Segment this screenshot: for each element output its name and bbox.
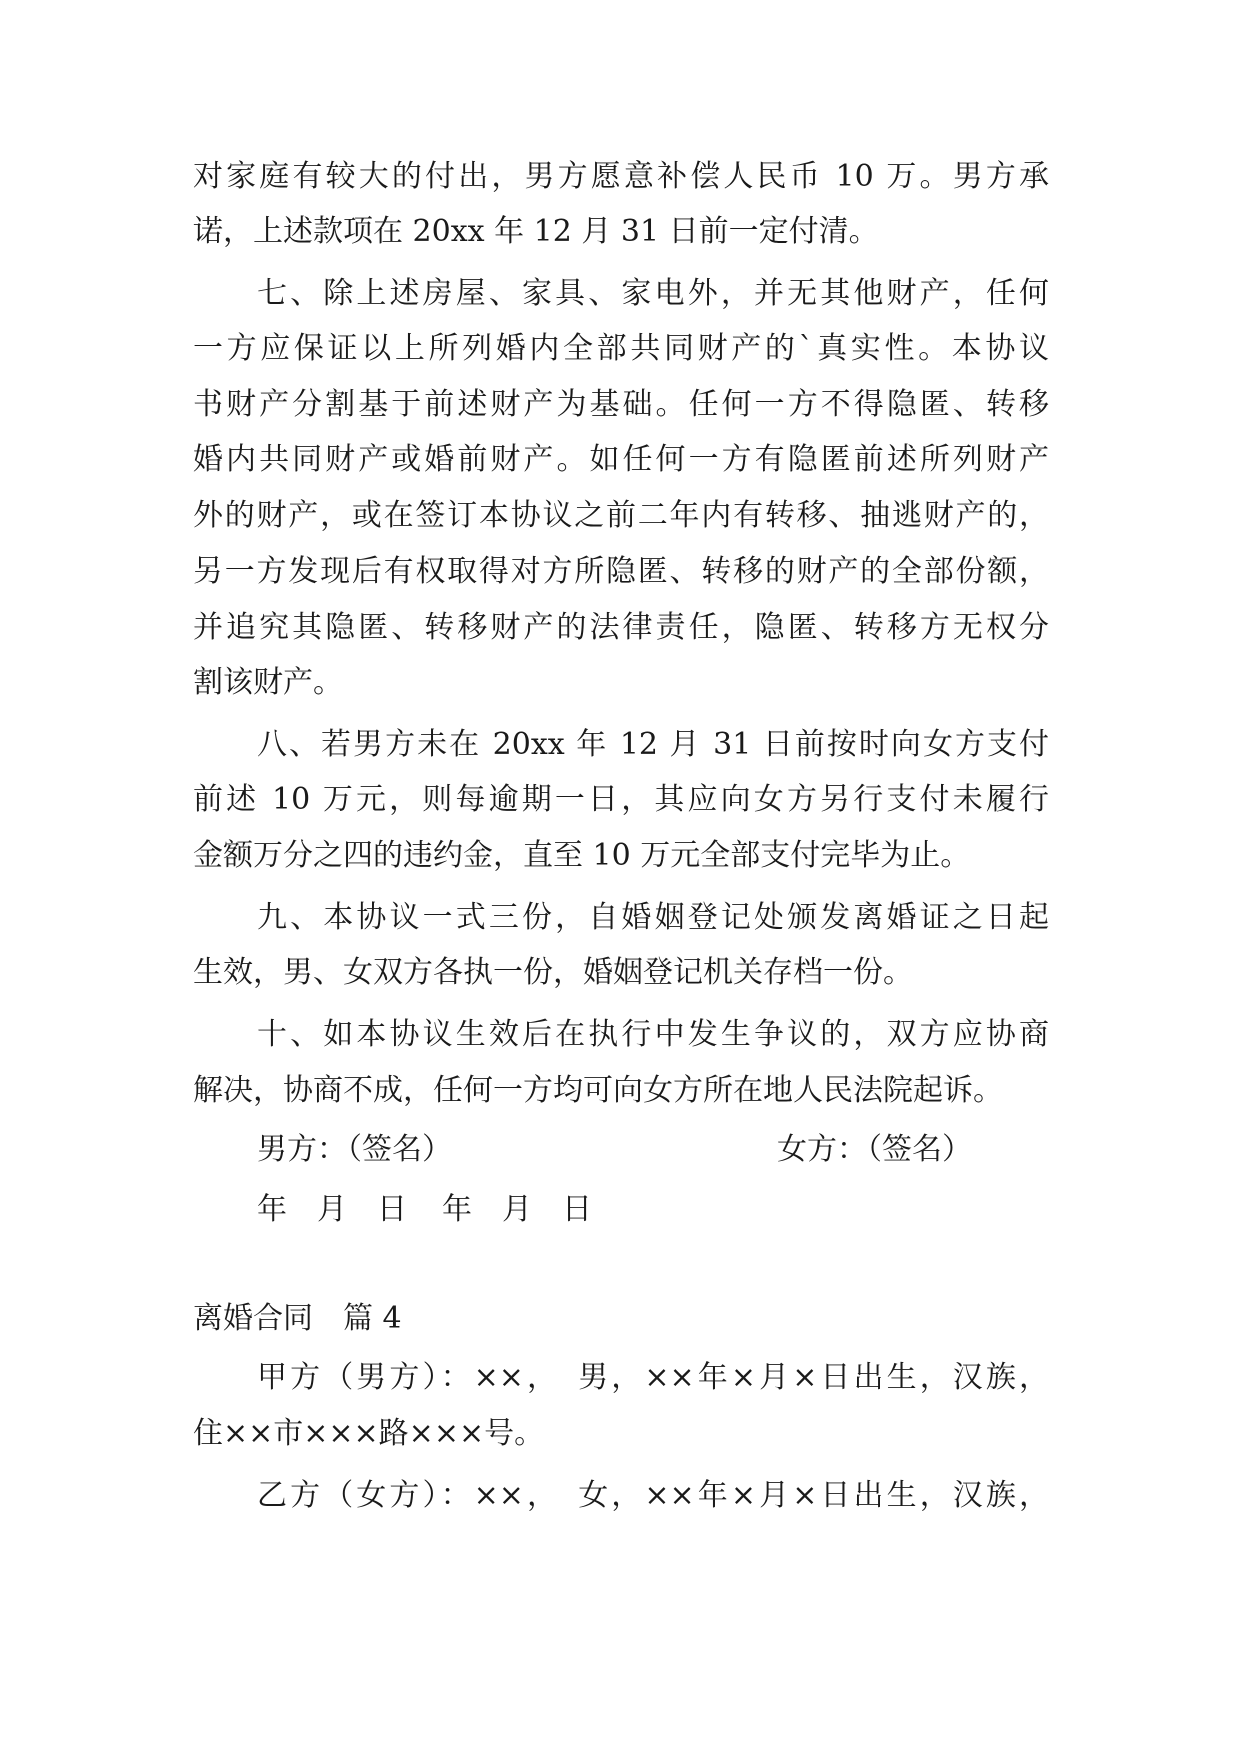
female-signature: 女方：（签名）	[777, 1132, 972, 1167]
paragraph-line: 外的财产，或在签订本协议之前二年内有转移、抽逃财产的，	[193, 498, 1049, 533]
paragraph-line: 诺，上述款项在 20xx 年 12 月 31 日前一定付清。	[193, 214, 879, 249]
male-signature: 男方：（签名）	[257, 1132, 452, 1167]
clause-ten-line: 十、如本协议生效后在执行中发生争议的，双方应协商	[257, 1017, 1049, 1052]
signature-row	[257, 1121, 1049, 1179]
paragraph-line: 一方应保证以上所列婚内全部共同财产的`真实性。本协议	[193, 331, 1049, 366]
paragraph-line: 解决，协商不成，任何一方均可向女方所在地人民法院起诉。	[193, 1073, 1003, 1108]
clause-eight-line: 八、若男方未在 20xx 年 12 月 31 日前按时向女方支付	[257, 727, 1049, 762]
paragraph-line: 书财产分割基于前述财产为基础。任何一方不得隐匿、转移	[193, 387, 1049, 422]
male-date: 年 月 日	[257, 1192, 407, 1227]
paragraph-line: 割该财产。	[193, 665, 343, 700]
clause-nine-line: 九、本协议一式三份，自婚姻登记处颁发离婚证之日起	[257, 900, 1049, 935]
paragraph-line: 前述 10 万元，则每逾期一日，其应向女方另行支付未履行	[193, 782, 1049, 817]
paragraph-line: 对家庭有较大的付出，男方愿意补偿人民币 10 万。男方承	[193, 159, 1049, 194]
party-a-address: 住××市×××路×××号。	[193, 1416, 545, 1451]
date-row	[257, 1181, 1049, 1239]
female-date: 年 月 日	[442, 1192, 592, 1227]
paragraph-line: 并追究其隐匿、转移财产的法律责任，隐匿、转移方无权分	[193, 610, 1049, 645]
party-b-line: 乙方（女方）：××， 女，××年×月×日出生，汉族，	[257, 1478, 1049, 1513]
party-a-line: 甲方（男方）：××， 男，××年×月×日出生，汉族，	[257, 1360, 1049, 1395]
paragraph-line: 婚内共同财产或婚前财产。如任何一方有隐匿前述所列财产	[193, 442, 1049, 477]
paragraph-line: 生效，男、女双方各执一份，婚姻登记机关存档一份。	[193, 955, 913, 990]
section-title: 离婚合同 篇 4	[193, 1301, 402, 1336]
paragraph-line: 另一方发现后有权取得对方所隐匿、转移的财产的全部份额，	[193, 554, 1049, 589]
clause-seven-line: 七、除上述房屋、家具、家电外，并无其他财产，任何	[257, 276, 1049, 311]
paragraph-line: 金额万分之四的违约金，直至 10 万元全部支付完毕为止。	[193, 838, 971, 873]
